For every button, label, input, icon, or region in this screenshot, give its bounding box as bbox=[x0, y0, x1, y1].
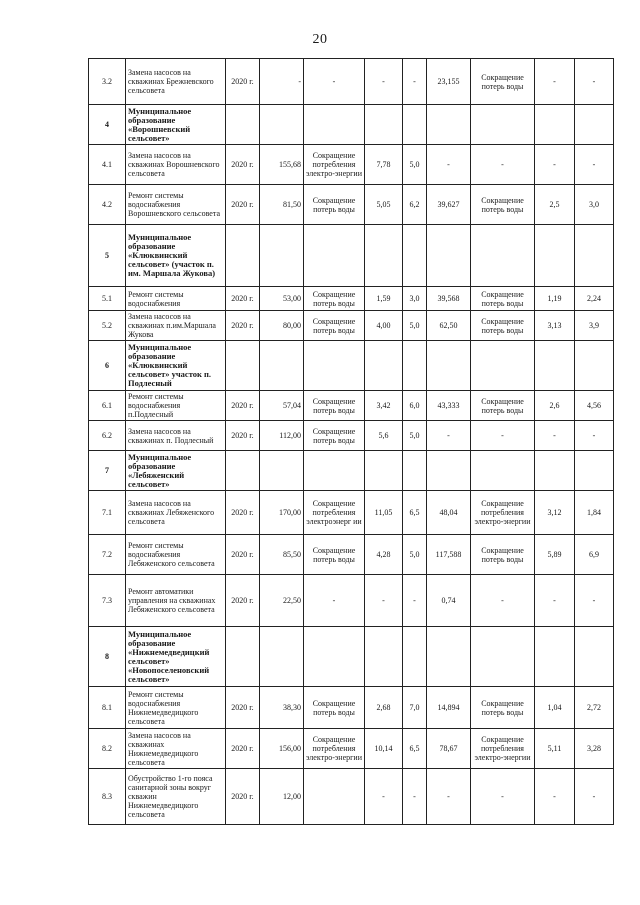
value-3-cell: 0,74 bbox=[427, 575, 471, 627]
value-4-cell: - bbox=[535, 421, 575, 451]
effect-2-cell: - bbox=[471, 575, 535, 627]
row-number-cell: 8 bbox=[89, 627, 126, 687]
value-4-cell: - bbox=[535, 59, 575, 105]
effect-cell: Сокращение потерь воды bbox=[304, 185, 365, 225]
value-2-cell bbox=[403, 451, 427, 491]
value-1-cell: 3,42 bbox=[365, 391, 403, 421]
value-4-cell: 3,13 bbox=[535, 311, 575, 341]
cost-cell: 156,00 bbox=[260, 729, 304, 769]
value-1-cell: 4,00 bbox=[365, 311, 403, 341]
effect-cell bbox=[304, 105, 365, 145]
cost-cell bbox=[260, 451, 304, 491]
measure-name-cell: Ремонт автоматики управления на скважинах Лебяженского сельсовета bbox=[126, 575, 226, 627]
effect-cell: Сокращение потерь воды bbox=[304, 687, 365, 729]
effect-cell: Сокращение потерь воды bbox=[304, 535, 365, 575]
section-row bbox=[89, 341, 614, 391]
value-1-cell: - bbox=[365, 769, 403, 825]
effect-cell: - bbox=[304, 59, 365, 105]
value-4-cell: 5,89 bbox=[535, 535, 575, 575]
value-5-cell bbox=[575, 627, 614, 687]
table-row bbox=[89, 575, 614, 627]
value-2-cell: 6,2 bbox=[403, 185, 427, 225]
year-cell: 2020 г. bbox=[226, 769, 260, 825]
cost-cell: 38,30 bbox=[260, 687, 304, 729]
measure-name-cell: Замена насосов на скважинах Брежневского сельсовета bbox=[126, 59, 226, 105]
measure-name-cell: Замена насосов на скважинах Лебяженского сельсовета bbox=[126, 491, 226, 535]
effect-2-cell: - bbox=[471, 769, 535, 825]
value-4-cell: 5,11 bbox=[535, 729, 575, 769]
value-3-cell: 23,155 bbox=[427, 59, 471, 105]
value-3-cell: - bbox=[427, 769, 471, 825]
year-cell: 2020 г. bbox=[226, 421, 260, 451]
value-3-cell: 39,627 bbox=[427, 185, 471, 225]
value-4-cell bbox=[535, 451, 575, 491]
row-number-cell: 7.3 bbox=[89, 575, 126, 627]
table-row bbox=[89, 687, 614, 729]
value-2-cell bbox=[403, 105, 427, 145]
year-cell: 2020 г. bbox=[226, 391, 260, 421]
value-3-cell: 48,04 bbox=[427, 491, 471, 535]
year-cell bbox=[226, 105, 260, 145]
value-1-cell: 5,05 bbox=[365, 185, 403, 225]
value-3-cell bbox=[427, 105, 471, 145]
value-3-cell: 62,50 bbox=[427, 311, 471, 341]
effect-cell bbox=[304, 769, 365, 825]
row-number-cell: 5.2 bbox=[89, 311, 126, 341]
effect-cell bbox=[304, 225, 365, 287]
cost-cell bbox=[260, 105, 304, 145]
value-1-cell bbox=[365, 627, 403, 687]
cost-cell bbox=[260, 627, 304, 687]
effect-2-cell: - bbox=[471, 421, 535, 451]
cost-cell: 85,50 bbox=[260, 535, 304, 575]
effect-2-cell bbox=[471, 225, 535, 287]
table-row bbox=[89, 287, 614, 311]
value-5-cell: 3,9 bbox=[575, 311, 614, 341]
effect-2-cell bbox=[471, 451, 535, 491]
year-cell: 2020 г. bbox=[226, 491, 260, 535]
value-2-cell: - bbox=[403, 769, 427, 825]
measure-name-cell: Муниципальное образование «Лебяженский сельсовет» bbox=[126, 451, 226, 491]
table-row bbox=[89, 421, 614, 451]
row-number-cell: 6.2 bbox=[89, 421, 126, 451]
table-row bbox=[89, 391, 614, 421]
effect-cell bbox=[304, 451, 365, 491]
value-4-cell bbox=[535, 105, 575, 145]
cost-cell: - bbox=[260, 59, 304, 105]
table-body bbox=[89, 59, 614, 825]
table-row bbox=[89, 729, 614, 769]
value-1-cell: 4,28 bbox=[365, 535, 403, 575]
row-number-cell: 8.1 bbox=[89, 687, 126, 729]
cost-cell: 22,50 bbox=[260, 575, 304, 627]
value-5-cell: 3,0 bbox=[575, 185, 614, 225]
cost-cell: 80,00 bbox=[260, 311, 304, 341]
year-cell: 2020 г. bbox=[226, 575, 260, 627]
value-1-cell: 2,68 bbox=[365, 687, 403, 729]
value-5-cell: - bbox=[575, 59, 614, 105]
measures-table bbox=[88, 58, 614, 825]
row-number-cell: 6 bbox=[89, 341, 126, 391]
value-5-cell: - bbox=[575, 575, 614, 627]
value-3-cell: 78,67 bbox=[427, 729, 471, 769]
measure-name-cell: Ремонт системы водоснабжения Лебяженского сельсовета bbox=[126, 535, 226, 575]
value-3-cell: 39,568 bbox=[427, 287, 471, 311]
effect-2-cell: Сокращение потерь воды bbox=[471, 535, 535, 575]
value-4-cell bbox=[535, 341, 575, 391]
effect-2-cell: Сокращение потерь воды bbox=[471, 391, 535, 421]
value-4-cell: 1,19 bbox=[535, 287, 575, 311]
year-cell: 2020 г. bbox=[226, 59, 260, 105]
value-1-cell bbox=[365, 225, 403, 287]
value-1-cell: - bbox=[365, 59, 403, 105]
measure-name-cell: Ремонт системы водоснабжения Нижнемедведицкого сельсовета bbox=[126, 687, 226, 729]
value-1-cell bbox=[365, 451, 403, 491]
value-2-cell: - bbox=[403, 575, 427, 627]
effect-2-cell: Сокращение потерь воды bbox=[471, 59, 535, 105]
table-row bbox=[89, 145, 614, 185]
measure-name-cell: Муниципальное образование «Клюквинский сельсовет» участок п. Подлесный bbox=[126, 341, 226, 391]
value-5-cell: - bbox=[575, 421, 614, 451]
effect-cell: Сокращение потерь воды bbox=[304, 421, 365, 451]
effect-cell: Сокращение потребления электро-энергии bbox=[304, 729, 365, 769]
value-4-cell: 2,5 bbox=[535, 185, 575, 225]
value-5-cell: 3,28 bbox=[575, 729, 614, 769]
year-cell: 2020 г. bbox=[226, 729, 260, 769]
value-2-cell bbox=[403, 225, 427, 287]
effect-2-cell: Сокращение потерь воды bbox=[471, 287, 535, 311]
value-2-cell: 6,5 bbox=[403, 729, 427, 769]
value-1-cell: 10,14 bbox=[365, 729, 403, 769]
measure-name-cell: Обустройство 1-го пояса санитарной зоны вокруг скважин Нижнемедведицкого сельсовета bbox=[126, 769, 226, 825]
value-3-cell: 14,894 bbox=[427, 687, 471, 729]
row-number-cell: 7.2 bbox=[89, 535, 126, 575]
measure-name-cell: Муниципальное образование «Нижнемедведицкий сельсовет» «Новопоселеновский сельсовет» bbox=[126, 627, 226, 687]
measure-name-cell: Муниципальное образование «Клюквинский сельсовет» (участок п. им. Маршала Жукова) bbox=[126, 225, 226, 287]
value-1-cell: 7,78 bbox=[365, 145, 403, 185]
effect-cell bbox=[304, 627, 365, 687]
table-row bbox=[89, 535, 614, 575]
cost-cell bbox=[260, 225, 304, 287]
year-cell: 2020 г. bbox=[226, 687, 260, 729]
value-1-cell bbox=[365, 105, 403, 145]
effect-cell: Сокращение потерь воды bbox=[304, 311, 365, 341]
value-4-cell: - bbox=[535, 769, 575, 825]
row-number-cell: 8.3 bbox=[89, 769, 126, 825]
measure-name-cell: Ремонт системы водоснабжения п.Подлесный bbox=[126, 391, 226, 421]
cost-cell: 53,00 bbox=[260, 287, 304, 311]
effect-cell: Сокращение потребления электроэнерг ии bbox=[304, 491, 365, 535]
effect-cell: Сокращение потерь воды bbox=[304, 391, 365, 421]
value-5-cell: 2,72 bbox=[575, 687, 614, 729]
measure-name-cell: Замена насосов на скважинах Нижнемедведицкого сельсовета bbox=[126, 729, 226, 769]
effect-2-cell bbox=[471, 627, 535, 687]
value-4-cell bbox=[535, 627, 575, 687]
row-number-cell: 4.2 bbox=[89, 185, 126, 225]
measure-name-cell: Ремонт системы водоснабжения Ворошневского сельсовета bbox=[126, 185, 226, 225]
value-3-cell bbox=[427, 225, 471, 287]
value-1-cell: - bbox=[365, 575, 403, 627]
cost-cell: 12,00 bbox=[260, 769, 304, 825]
value-5-cell bbox=[575, 105, 614, 145]
value-4-cell: - bbox=[535, 575, 575, 627]
value-3-cell: - bbox=[427, 421, 471, 451]
value-2-cell: 7,0 bbox=[403, 687, 427, 729]
value-5-cell: 2,24 bbox=[575, 287, 614, 311]
page-number: 20 bbox=[312, 32, 328, 47]
value-2-cell: 5,0 bbox=[403, 311, 427, 341]
section-row bbox=[89, 451, 614, 491]
value-4-cell bbox=[535, 225, 575, 287]
value-3-cell bbox=[427, 627, 471, 687]
effect-cell: - bbox=[304, 575, 365, 627]
table-row bbox=[89, 185, 614, 225]
year-cell: 2020 г. bbox=[226, 535, 260, 575]
section-row bbox=[89, 627, 614, 687]
value-3-cell bbox=[427, 451, 471, 491]
year-cell: 2020 г. bbox=[226, 185, 260, 225]
row-number-cell: 6.1 bbox=[89, 391, 126, 421]
measure-name-cell: Замена насосов на скважинах п.им.Маршала Жукова bbox=[126, 311, 226, 341]
table-row bbox=[89, 769, 614, 825]
value-4-cell: 3,12 bbox=[535, 491, 575, 535]
value-4-cell: - bbox=[535, 145, 575, 185]
table-row bbox=[89, 491, 614, 535]
value-4-cell: 1,04 bbox=[535, 687, 575, 729]
row-number-cell: 7 bbox=[89, 451, 126, 491]
measure-name-cell: Замена насосов на скважинах п. Подлесный bbox=[126, 421, 226, 451]
year-cell: 2020 г. bbox=[226, 145, 260, 185]
section-row bbox=[89, 225, 614, 287]
cost-cell bbox=[260, 341, 304, 391]
row-number-cell: 3.2 bbox=[89, 59, 126, 105]
year-cell bbox=[226, 341, 260, 391]
value-1-cell: 5,6 bbox=[365, 421, 403, 451]
effect-cell bbox=[304, 341, 365, 391]
value-3-cell bbox=[427, 341, 471, 391]
measure-name-cell: Замена насосов на скважинах Ворошневского сельсовета bbox=[126, 145, 226, 185]
effect-2-cell: Сокращение потерь воды bbox=[471, 185, 535, 225]
effect-2-cell: Сокращение потерь воды bbox=[471, 311, 535, 341]
effect-cell: Сокращение потерь воды bbox=[304, 287, 365, 311]
row-number-cell: 5.1 bbox=[89, 287, 126, 311]
effect-2-cell: Сокращение потребления электро-энергии bbox=[471, 729, 535, 769]
effect-2-cell bbox=[471, 105, 535, 145]
measure-name-cell: Ремонт системы водоснабжения bbox=[126, 287, 226, 311]
value-2-cell bbox=[403, 341, 427, 391]
value-3-cell: 117,588 bbox=[427, 535, 471, 575]
value-5-cell bbox=[575, 451, 614, 491]
value-4-cell: 2,6 bbox=[535, 391, 575, 421]
year-cell: 2020 г. bbox=[226, 287, 260, 311]
effect-2-cell: Сокращение потребления электро-энергии bbox=[471, 491, 535, 535]
cost-cell: 81,50 bbox=[260, 185, 304, 225]
value-5-cell: 1,84 bbox=[575, 491, 614, 535]
year-cell: 2020 г. bbox=[226, 311, 260, 341]
value-5-cell bbox=[575, 225, 614, 287]
table-row bbox=[89, 59, 614, 105]
value-2-cell: 5,0 bbox=[403, 145, 427, 185]
value-2-cell: 5,0 bbox=[403, 535, 427, 575]
row-number-cell: 8.2 bbox=[89, 729, 126, 769]
effect-2-cell: Сокращение потерь воды bbox=[471, 687, 535, 729]
value-2-cell: 5,0 bbox=[403, 421, 427, 451]
year-cell bbox=[226, 451, 260, 491]
year-cell bbox=[226, 627, 260, 687]
value-2-cell: 3,0 bbox=[403, 287, 427, 311]
table-row bbox=[89, 311, 614, 341]
cost-cell: 170,00 bbox=[260, 491, 304, 535]
value-3-cell: 43,333 bbox=[427, 391, 471, 421]
year-cell bbox=[226, 225, 260, 287]
effect-2-cell bbox=[471, 341, 535, 391]
effect-2-cell: - bbox=[471, 145, 535, 185]
value-1-cell bbox=[365, 341, 403, 391]
value-5-cell: 4,56 bbox=[575, 391, 614, 421]
cost-cell: 155,68 bbox=[260, 145, 304, 185]
row-number-cell: 4 bbox=[89, 105, 126, 145]
section-row bbox=[89, 105, 614, 145]
value-5-cell: - bbox=[575, 145, 614, 185]
value-5-cell bbox=[575, 341, 614, 391]
measure-name-cell: Муниципальное образование «Ворошневский сельсовет» bbox=[126, 105, 226, 145]
value-1-cell: 11,05 bbox=[365, 491, 403, 535]
value-5-cell: 6,9 bbox=[575, 535, 614, 575]
cost-cell: 112,00 bbox=[260, 421, 304, 451]
row-number-cell: 5 bbox=[89, 225, 126, 287]
value-2-cell: - bbox=[403, 59, 427, 105]
cost-cell: 57,04 bbox=[260, 391, 304, 421]
effect-cell: Сокращение потребления электро-энергии bbox=[304, 145, 365, 185]
value-2-cell: 6,0 bbox=[403, 391, 427, 421]
value-1-cell: 1,59 bbox=[365, 287, 403, 311]
value-3-cell: - bbox=[427, 145, 471, 185]
row-number-cell: 4.1 bbox=[89, 145, 126, 185]
value-2-cell: 6,5 bbox=[403, 491, 427, 535]
value-2-cell bbox=[403, 627, 427, 687]
row-number-cell: 7.1 bbox=[89, 491, 126, 535]
value-5-cell: - bbox=[575, 769, 614, 825]
